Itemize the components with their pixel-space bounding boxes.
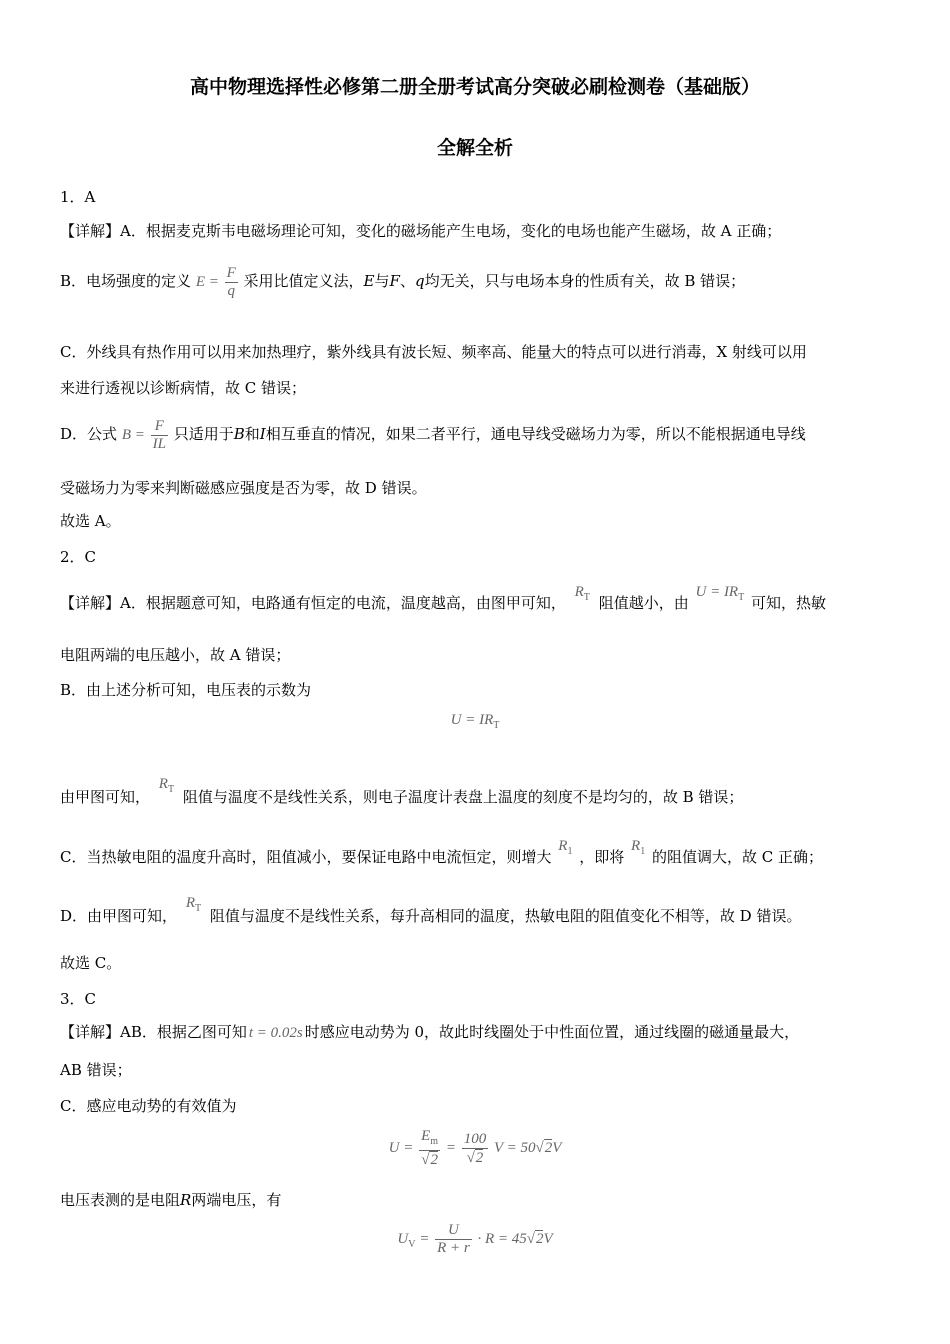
q1-answer: 故选 A。 bbox=[60, 512, 121, 530]
q2-answer: 故选 C。 bbox=[60, 954, 122, 972]
q1-line-c2: 来进行透视以诊断病情，故 C 错误； bbox=[60, 379, 307, 397]
q3-line-c2: 电压表测的是电阻R两端电压，有 bbox=[60, 1191, 282, 1209]
q3-line-c1: C．感应电动势的有效值为 bbox=[60, 1097, 237, 1115]
q2-line-d: D．由甲图可知， $R_T$ 阻值与温度不是线性关系，每升高相同的温度，热敏电阻的阻值变化不相等，故 D 错误。 bbox=[60, 895, 802, 925]
page-subtitle: 全解全析 bbox=[436, 137, 513, 159]
page-title: 高中物理选择性必修第二册全册考试高分突破必刷检测卷（基础版） bbox=[189, 76, 760, 98]
q3-equation-voltmeter: $U_V$ = $\frac{U}{R + r}$ · R = 45√2V bbox=[397, 1222, 553, 1256]
q1-line-b: B．电场强度的定义 E = $\frac{F}{q}$ 采用比值定义法，E与F、q均无关，只与电场本身的性质有关，故 B 错误； bbox=[60, 265, 746, 299]
q2-line-a1: 【详解】A．根据题意可知，电路通有恒定的电流，温度越高，由图甲可知， $R_T$ 阻值越小，由 $U = IR_T$ 可知，热敏 bbox=[60, 584, 827, 612]
q1-line-d2: 受磁场力为零来判断磁感应强度是否为零，故 D 错误。 bbox=[60, 479, 427, 497]
q2-line-c: C．当热敏电阻的温度升高时，阻值减小，要保证电路中电流恒定，则增大 $R_1$ ，即将 $R_1$ 的阻值调大，故 C 正确； bbox=[60, 838, 823, 866]
q2-equation-voltage: $U = IR_T$ bbox=[450, 712, 500, 731]
q1-line-c1: C．外线具有热作用可以用来加热理疗，紫外线具有波长短、频率高、能量大的特点可以进行消毒，X 射线可以用 bbox=[60, 343, 807, 361]
q3-line-ab1: 【详解】AB．根据乙图可知 t = 0.02s 时感应电动势为 0，故此时线圈处于中性面位置，通过线圈的磁通量最大， bbox=[60, 1023, 800, 1041]
q2-line-b1: B．由上述分析可知，电压表的示数为 bbox=[60, 681, 312, 699]
q2-label: 2．C bbox=[60, 548, 97, 566]
q1-label: 1．A bbox=[60, 188, 96, 206]
formula-e-field: E = $\frac{F}{q}$ bbox=[195, 265, 236, 299]
q3-line-ab2: AB 错误； bbox=[60, 1061, 132, 1079]
q3-label: 3．C bbox=[60, 990, 97, 1008]
formula-b-field: B = $\frac{F}{IL}$ bbox=[121, 418, 166, 452]
q1-line-d1: D．公式 B = $\frac{F}{IL}$ 只适用于B和I相互垂直的情况，如果二者平行，通电导线受磁场力为零，所以不能根据通电导线 bbox=[60, 418, 806, 452]
q2-line-a2: 电阻两端的电压越小，故 A 错误； bbox=[60, 646, 291, 664]
q1-line-a: 【详解】A．根据麦克斯韦电磁场理论可知，变化的磁场能产生电场，变化的电场也能产生磁场，故 A 正确； bbox=[60, 222, 782, 240]
q2-line-b2: 由甲图可知， $R_T$ 阻值与温度不是线性关系，则电子温度计表盘上温度的刻度不是均匀的，故 B 错误； bbox=[60, 776, 744, 806]
q3-equation-effective-value: U = $\frac{E_m}{√2}$ = $\frac{100}{√2}$ V = 50√2V bbox=[388, 1128, 562, 1168]
